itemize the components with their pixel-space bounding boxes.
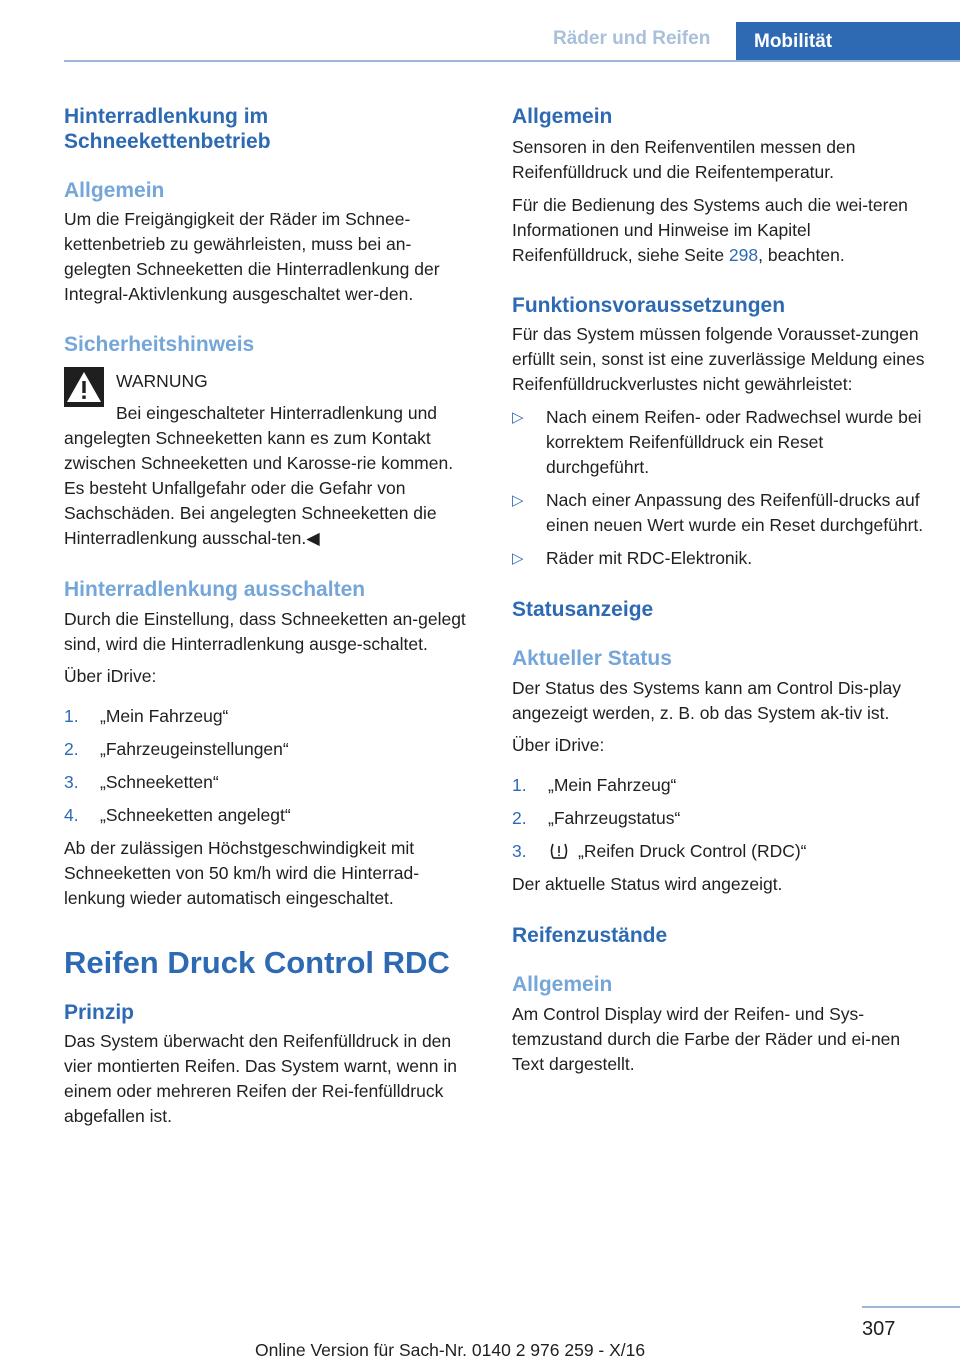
paragraph-status-shown: Der aktuelle Status wird angezeigt. bbox=[512, 874, 783, 894]
list-item bbox=[512, 773, 926, 798]
list-item bbox=[512, 488, 926, 538]
heading-statusanzeige: Statusanzeige bbox=[512, 598, 654, 621]
paragraph-control-display: Am Control Display wird der Reifen- und Sys-temzustand durch die Farbe der Räder und ei-nen Text dargestellt. bbox=[512, 1004, 901, 1074]
step-number: 3. bbox=[512, 841, 527, 861]
bedienung-text-end: , beachten. bbox=[758, 245, 845, 265]
list-item bbox=[512, 806, 926, 831]
chapter-tab[interactable]: Mobilität bbox=[736, 22, 960, 62]
list-item bbox=[512, 405, 926, 480]
heading-aktueller-status: Aktueller Status bbox=[512, 647, 672, 670]
bullet-list bbox=[512, 405, 926, 571]
paragraph-sensoren: Sensoren in den Reifenventilen messen den Reifenfülldruck und die Reifentemperatur. bbox=[512, 137, 856, 182]
header-rule bbox=[64, 60, 960, 62]
step-text: „Fahrzeugeinstellungen“ bbox=[100, 739, 289, 759]
page-header bbox=[0, 0, 960, 62]
step-number: 3. bbox=[64, 772, 79, 792]
bullet-triangle-icon: ▷ bbox=[512, 409, 524, 426]
heading-allgemein: Allgemein bbox=[64, 179, 165, 202]
warning-text: Bei eingeschalteter Hinterradlenkung und angelegten Schneeketten kann es zum Kontakt zwischen Schneeketten und Karosse-rie kommen. Es besteht Unfallgefahr oder die Gefahr von Sachschäden. Bei angelegten Schneeketten die Hinterradlenkung ausschal-ten.◀ bbox=[64, 403, 454, 548]
footer-online-version: Online Version für Sach-Nr. 0140 2 976 259 - X/16 bbox=[255, 1340, 646, 1360]
heading-allgemein-zustaende: Allgemein bbox=[512, 973, 613, 996]
warning-block bbox=[64, 369, 478, 394]
step-number: 2. bbox=[512, 808, 527, 828]
heading-prinzip: Prinzip bbox=[64, 1001, 135, 1024]
paragraph-allgemein: Um die Freigängigkeit der Räder im Schnee-kettenbetrieb zu gewährleisten, muss bei an-gelegten Schneeketten die Hinterradlenkung der Integral-Aktivlenkung ausgeschaltet wer-den. bbox=[64, 209, 440, 304]
paragraph-prinzip: Das System überwacht den Reifenfülldruck in den vier montierten Reifen. Das System warnt, wenn in einem oder mehreren Reifen der Rei-fenfülldruck abgefallen ist. bbox=[64, 1031, 457, 1126]
list-item bbox=[64, 770, 478, 795]
warning-triangle-icon bbox=[64, 367, 104, 407]
step-text: „Mein Fahrzeug“ bbox=[100, 706, 229, 726]
heading-reifenzustaende: Reifenzustände bbox=[512, 924, 668, 947]
step-text: „Mein Fahrzeug“ bbox=[548, 775, 677, 795]
idrive-label-right: Über iDrive: bbox=[512, 735, 605, 755]
page-number: 307 bbox=[862, 1318, 896, 1340]
bullet-text: Nach einer Anpassung des Reifenfüll-drucks auf einen neuen Wert wurde ein Reset durchgeführt. bbox=[546, 490, 924, 535]
steps-right bbox=[512, 773, 926, 864]
heading-sicherheitshinweis: Sicherheitshinweis bbox=[64, 333, 255, 356]
section-tab[interactable]: Räder und Reifen bbox=[553, 28, 711, 49]
step-number: 4. bbox=[64, 805, 79, 825]
paragraph-ausschalten: Durch die Einstellung, dass Schneeketten an-gelegt sind, wird die Hinterradlenkung ausge-schaltet. bbox=[64, 609, 466, 654]
section-title-hinterradlenkung: Hinterradlenkung im Schneekettenbetrieb bbox=[64, 105, 271, 153]
heading-allgemein-rdc: Allgemein bbox=[512, 105, 613, 128]
bullet-text: Räder mit RDC-Elektronik. bbox=[546, 548, 753, 568]
paragraph-bedienung bbox=[512, 193, 926, 268]
step-number: 2. bbox=[64, 739, 79, 759]
step-text: „Schneeketten angelegt“ bbox=[100, 805, 291, 825]
right-column bbox=[512, 104, 926, 1077]
heading-funktionsvoraussetzungen: Funktionsvoraussetzungen bbox=[512, 294, 786, 317]
step-number: 1. bbox=[512, 775, 527, 795]
idrive-label-left: Über iDrive: bbox=[64, 666, 157, 686]
page-link-298[interactable]: 298 bbox=[728, 245, 759, 265]
list-item bbox=[64, 704, 478, 729]
chapter-heading-rdc: Reifen Druck Control RDC bbox=[64, 945, 450, 980]
paragraph-funktion: Für das System müssen folgende Vorausset-zungen erfüllt sein, sonst ist eine zuverlässige Meldung eines Reifenfülldruckverlustes nicht gewährleistet: bbox=[512, 324, 925, 394]
heading-ausschalten: Hinterradlenkung ausschalten bbox=[64, 578, 366, 601]
left-column bbox=[64, 104, 478, 1129]
steps-left bbox=[64, 704, 478, 828]
list-item bbox=[512, 839, 926, 864]
paragraph-aktuell: Der Status des Systems kann am Control Dis-play angezeigt werden, z. B. ob das System ak-tiv ist. bbox=[512, 678, 902, 723]
bedienung-text: Für die Bedienung des Systems auch die wei-teren Informationen und Hinweise im Kapitel Reifenfülldruck, siehe Seite bbox=[512, 195, 908, 265]
bullet-triangle-icon: ▷ bbox=[512, 550, 524, 567]
bullet-triangle-icon: ▷ bbox=[512, 492, 524, 509]
list-item bbox=[512, 546, 926, 571]
step-text: „Schneeketten“ bbox=[100, 772, 219, 792]
step-text: „Reifen Druck Control (RDC)“ bbox=[578, 841, 807, 861]
step-number: 1. bbox=[64, 706, 79, 726]
footer-rule bbox=[862, 1306, 960, 1308]
bullet-text: Nach einem Reifen- oder Radwechsel wurde bei korrektem Reifenfülldruck ein Reset durchgeführt. bbox=[546, 407, 922, 477]
tire-pressure-icon bbox=[548, 840, 570, 862]
step-text: „Fahrzeugstatus“ bbox=[548, 808, 681, 828]
list-item bbox=[64, 737, 478, 762]
paragraph-speed: Ab der zulässigen Höchstgeschwindigkeit mit Schneeketten von 50 km/h wird die Hinterrad-lenkung wieder automatisch eingeschaltet. bbox=[64, 838, 420, 908]
warning-label: WARNUNG bbox=[116, 371, 208, 391]
list-item bbox=[64, 803, 478, 828]
